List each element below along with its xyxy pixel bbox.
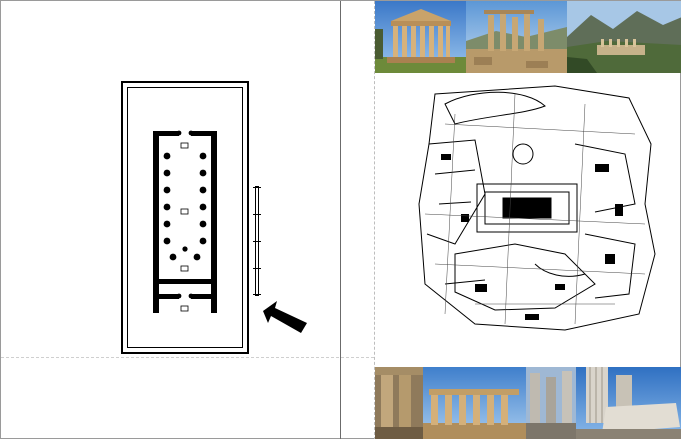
north-arrow-icon (263, 301, 309, 335)
temple-ruins-photo (466, 1, 567, 73)
sanctuary-site-map (415, 84, 659, 332)
description-text (5, 363, 340, 439)
plan-scale-bar (255, 186, 259, 296)
column-capital-photo (576, 367, 681, 439)
temple-floor-plan (121, 81, 249, 354)
delphi-landscape-photo (567, 1, 681, 73)
page-divider-horizontal (1, 357, 374, 358)
colonnade-photo (423, 367, 526, 439)
column-closeup-photo (375, 367, 423, 439)
plan-cella (121, 81, 249, 354)
text-column-edge (340, 1, 341, 439)
temple-facade-photo (375, 1, 466, 73)
ruins-detail-photo (526, 367, 576, 439)
